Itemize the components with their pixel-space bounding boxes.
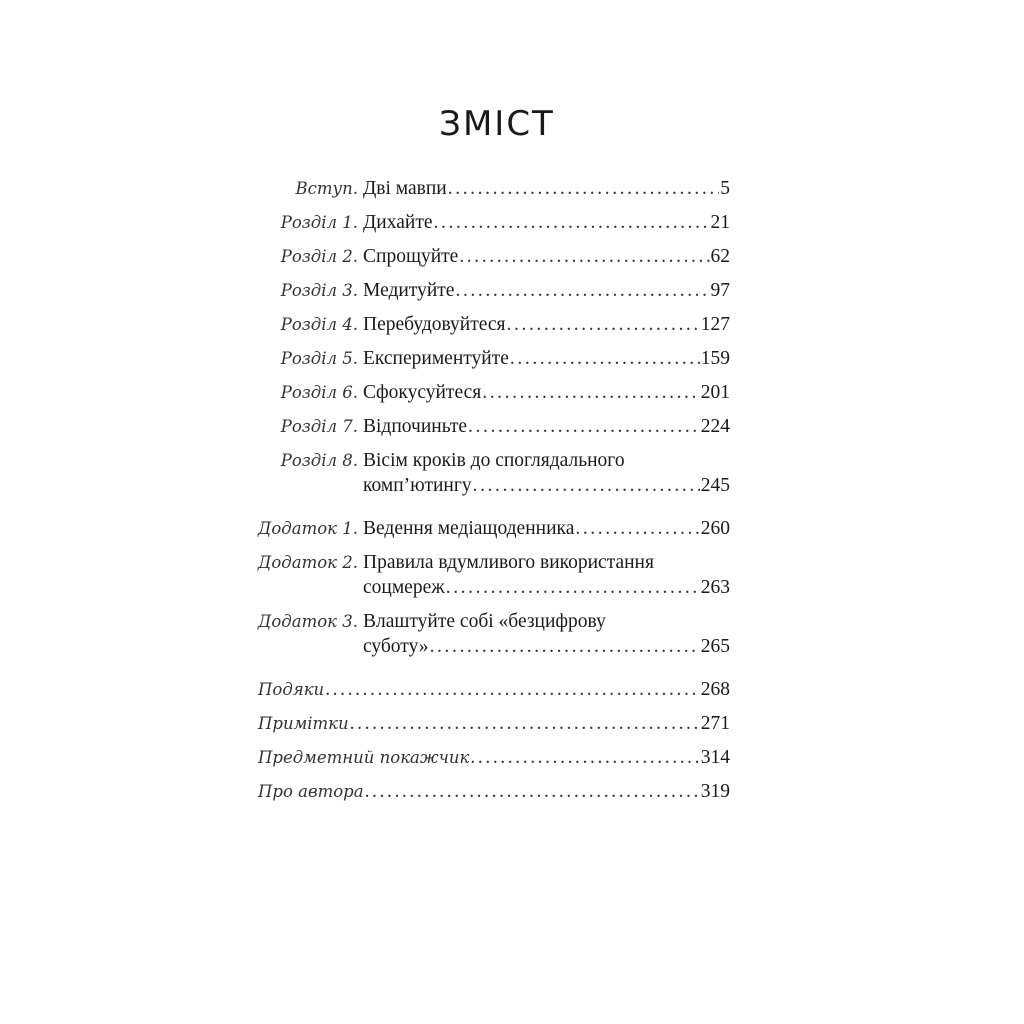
toc-entry-title: Відпочиньте <box>363 416 468 437</box>
toc-entry-page: 62 <box>710 246 730 267</box>
leader-dots <box>350 711 700 736</box>
leader-dots <box>325 677 700 702</box>
leader-dots <box>430 634 700 659</box>
toc-entry-chapter-1[interactable] <box>250 210 730 235</box>
toc-entry-label: Розділ 7. <box>280 417 358 436</box>
toc-entry-page: 265 <box>700 636 730 657</box>
toc-entry-title: Експериментуйте <box>363 348 509 369</box>
toc-entry-chapter-7[interactable] <box>250 414 730 439</box>
toc-entry-title: Перебудовуйтеся <box>363 314 506 335</box>
toc-entry-label: Вступ. <box>295 179 358 198</box>
toc-entry-notes[interactable] <box>250 711 730 736</box>
toc-entry-page: 97 <box>710 280 730 301</box>
leader-dots <box>459 244 709 269</box>
toc-entry-label: Розділ 3. <box>280 281 358 300</box>
leader-dots <box>446 575 700 600</box>
toc-entry-label: Додаток 1. <box>257 519 358 538</box>
leader-dots <box>482 380 700 405</box>
toc-entry-title: Предметний покажчик <box>258 748 470 767</box>
toc-entry-appendix-3[interactable] <box>250 609 730 659</box>
leader-dots <box>468 414 700 439</box>
toc-entry-title: Подяки <box>258 680 325 699</box>
toc-entry-title-line-1: Влаштуйте собі «безцифрову <box>363 611 606 632</box>
toc-entry-title: Ведення медіащоденника <box>363 518 575 539</box>
leader-dots <box>448 176 720 201</box>
toc-entry-title-line-1: Правила вдумливого використання <box>363 552 654 573</box>
leader-dots <box>510 346 700 371</box>
toc-entry-title-line-2: суботу» <box>363 636 429 657</box>
toc-entry-page: 159 <box>700 348 730 369</box>
toc-entry-appendix-2[interactable] <box>250 550 730 600</box>
toc-entry-appendix-1[interactable] <box>250 516 730 541</box>
toc-entry-page: 271 <box>700 713 730 734</box>
toc-entry-chapter-5[interactable] <box>250 346 730 371</box>
toc-entry-page: 21 <box>710 212 730 233</box>
leader-dots <box>507 312 700 337</box>
toc-entry-title: Про автора <box>258 782 364 801</box>
toc-entry-page: 5 <box>720 178 730 199</box>
toc-entry-title: Медитуйте <box>363 280 455 301</box>
leader-dots <box>434 210 710 235</box>
toc-entry-chapter-6[interactable] <box>250 380 730 405</box>
toc-entry-page: 127 <box>700 314 730 335</box>
toc-entry-page: 319 <box>700 781 730 802</box>
toc-entry-page: 245 <box>700 475 730 496</box>
toc-entry-page: 260 <box>700 518 730 539</box>
toc-entry-label: Розділ 2. <box>280 247 358 266</box>
toc-entry-about-author[interactable] <box>250 779 730 804</box>
toc-entry-page: 263 <box>700 577 730 598</box>
toc-entry-label: Додаток 3. <box>257 612 358 631</box>
toc-entry-label: Розділ 4. <box>280 315 358 334</box>
toc-entry-chapter-3[interactable] <box>250 278 730 303</box>
toc-entry-title: Примітки <box>258 714 349 733</box>
toc-entry-title-line-1: Вісім кроків до споглядального <box>363 450 625 471</box>
toc-entry-title-line-2: соцмереж <box>363 577 445 598</box>
toc-entry-label: Розділ 8. <box>280 451 358 470</box>
leader-dots <box>365 779 700 804</box>
toc-entry-page: 314 <box>700 747 730 768</box>
leader-dots <box>575 516 699 541</box>
toc-entry-title: Спрощуйте <box>363 246 459 267</box>
leader-dots <box>470 745 699 770</box>
toc-entry-title: Дихайте <box>363 212 433 233</box>
toc-entry-title: Дві мавпи <box>363 178 447 199</box>
toc-entry-label: Додаток 2. <box>257 553 358 572</box>
toc-entry-label: Розділ 5. <box>280 349 358 368</box>
toc-entry-chapter-2[interactable] <box>250 244 730 269</box>
toc-entry-page: 224 <box>700 416 730 437</box>
leader-dots <box>455 278 709 303</box>
toc-entry-label: Розділ 6. <box>280 383 358 402</box>
toc-entry-chapter-4[interactable] <box>250 312 730 337</box>
toc-entry-page: 201 <box>700 382 730 403</box>
toc-entry-index[interactable] <box>250 745 730 770</box>
toc-entry-chapter-8[interactable] <box>250 448 730 498</box>
toc-entry-title: Сфокусуйтеся <box>363 382 482 403</box>
toc-entry-label: Розділ 1. <box>280 213 358 232</box>
toc-entry-acknowledgements[interactable] <box>250 677 730 702</box>
toc-entry-page: 268 <box>700 679 730 700</box>
toc-entry-intro[interactable] <box>250 176 730 201</box>
page-title: ЗМІСТ <box>439 104 555 144</box>
table-of-contents <box>250 176 730 804</box>
leader-dots <box>473 473 700 498</box>
toc-entry-title-line-2: комп’ютингу <box>363 475 472 496</box>
